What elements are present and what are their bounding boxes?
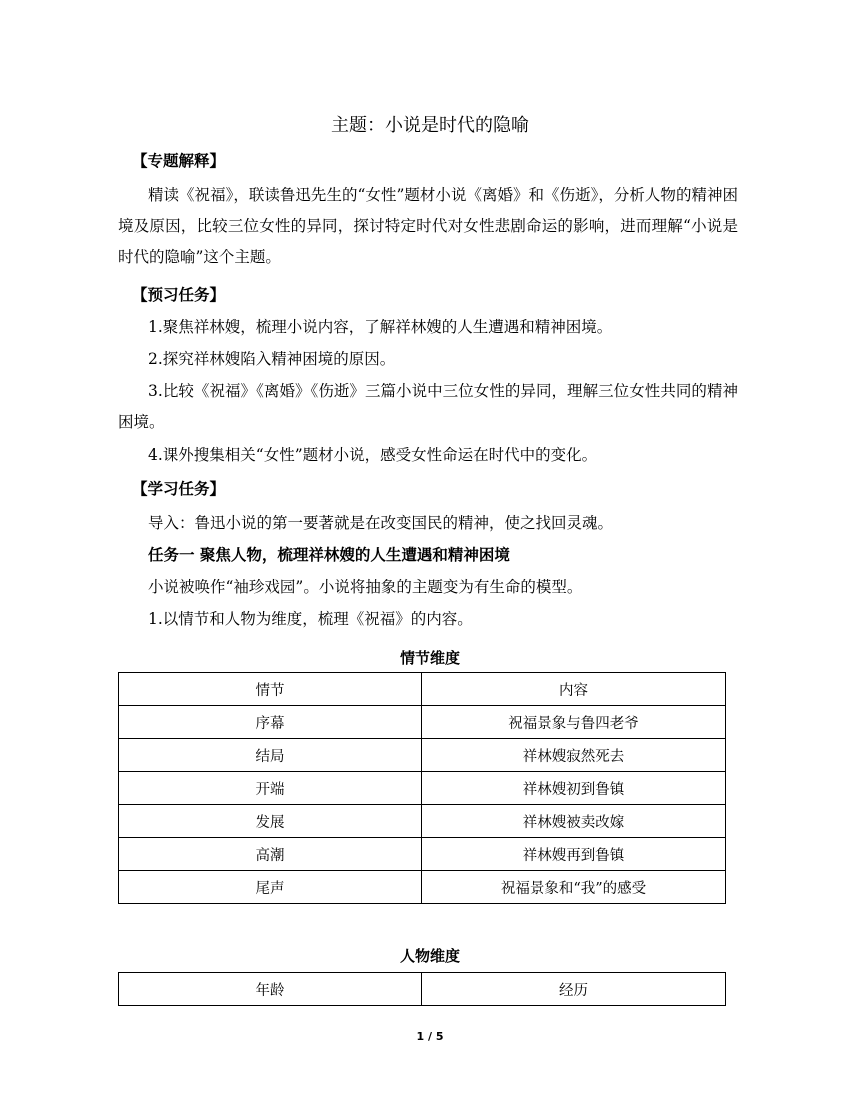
page-number: 1 / 5 [416,1030,444,1043]
preview-item-3: 3.比较《祝福》《离婚》《伤逝》三篇小说中三位女性的异同，理解三位女性共同的精神困境。 [118,382,738,431]
task1-text: 小说被唤作“袖珍戏园”。小说将抽象的主题变为有生命的模型。 [148,578,583,596]
study-heading: 【学习任务】 [132,480,226,498]
plot-table [118,672,726,904]
table-header-cell: 情节 [119,673,422,706]
preview-item-1: 1.聚焦祥林嫂，梳理小说内容，了解祥林嫂的人生遭遇和精神困境。 [148,318,613,336]
table-cell: 祥林嫂初到鲁镇 [422,772,726,805]
intro-text: 导入：鲁迅小说的第一要著就是在改变国民的精神，使之找回灵魂。 [148,514,614,532]
table-cell: 发展 [119,805,422,838]
character-table [118,972,726,1006]
table-header-row [119,973,726,1006]
page-title: 主题：小说是时代的隐喻 [331,115,529,136]
table-cell: 祥林嫂被卖改嫁 [422,805,726,838]
table-row [119,739,726,772]
table-header-cell: 经历 [422,973,726,1006]
task1-title: 任务一 聚焦人物，梳理祥林嫂的人生遭遇和精神困境 [148,546,510,564]
table-header-cell: 年龄 [119,973,422,1006]
preview-item-2: 2.探究祥林嫂陷入精神困境的原因。 [148,350,396,368]
explanation-heading: 【专题解释】 [132,152,226,170]
preview-item-4: 4.课外搜集相关“女性”题材小说，感受女性命运在时代中的变化。 [148,446,598,464]
table-row [119,772,726,805]
table-cell: 开端 [119,772,422,805]
preview-heading: 【预习任务】 [132,286,226,304]
plot-table-caption: 情节维度 [399,649,460,667]
table-row [119,871,726,904]
table-cell: 尾声 [119,871,422,904]
table-cell: 祥林嫂再到鲁镇 [422,838,726,871]
table-cell: 祝福景象和“我”的感受 [422,871,726,904]
table-cell: 高潮 [119,838,422,871]
table-cell: 序幕 [119,706,422,739]
table-cell: 祥林嫂寂然死去 [422,739,726,772]
table-row [119,838,726,871]
character-table-caption: 人物维度 [399,947,460,965]
table-cell: 结局 [119,739,422,772]
table-header-row [119,673,726,706]
task1-item: 1.以情节和人物为维度，梳理《祝福》的内容。 [148,610,473,628]
table-header-cell: 内容 [422,673,726,706]
table-row [119,706,726,739]
explanation-text: 精读《祝福》，联读鲁迅先生的“女性”题材小说《离婚》和《伤逝》，分析人物的精神困境及原因，比较三位女性的异同，探讨特定时代对女性悲剧命运的影响，进而理解“小说是时代的隐喻”这个主题。 [118,186,738,266]
table-cell: 祝福景象与鲁四老爷 [422,706,726,739]
table-row [119,805,726,838]
